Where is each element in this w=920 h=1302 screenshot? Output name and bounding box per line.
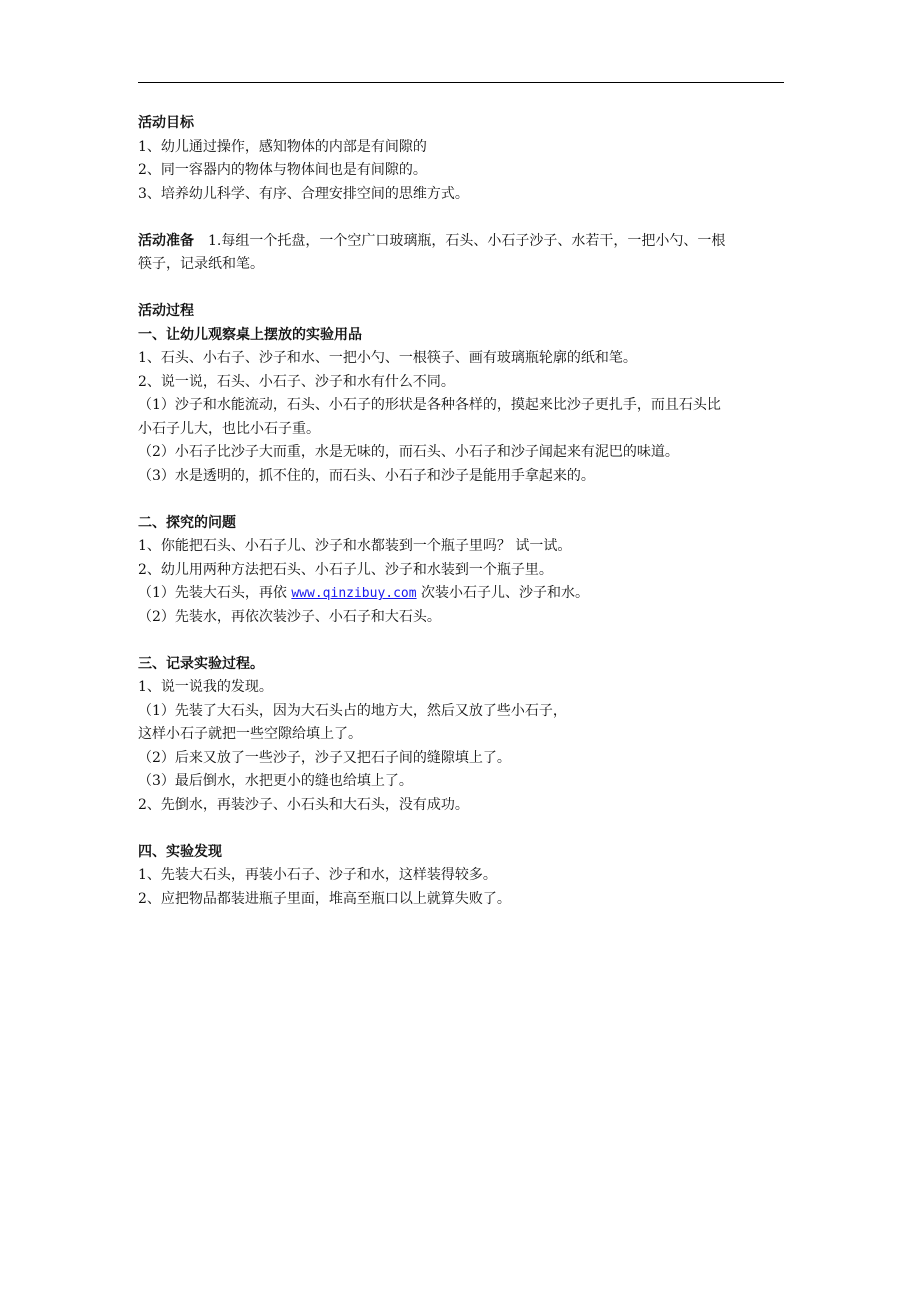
section3-line-4: （2）后来又放了一些沙子，沙子又把石子间的缝隙填上了。 [138, 749, 511, 766]
preparation-line-2: 筷子，记录纸和笔。 [138, 256, 264, 272]
section1-line-4: 小石子儿大，也比小石子重。 [138, 420, 320, 437]
goal-item-3: 3、培养幼儿科学、有序、合理安排空间的思维方式。 [138, 185, 469, 202]
section3-line-5: （3）最后倒水，水把更小的缝也给填上了。 [138, 773, 413, 789]
preparation-line-1 [138, 230, 788, 254]
spacer [138, 488, 788, 512]
spacer [138, 277, 788, 301]
preparation-heading: 活动准备 [138, 232, 194, 249]
section3-line-1: 1、说一说我的发现。 [138, 679, 273, 695]
section2-line-2: 2、幼儿用两种方法把石头、小石子儿、沙子和水装到一个瓶子里。 [138, 561, 553, 578]
section2-line-4: （2）先装水，再依次装沙子、小石子和大石头。 [138, 608, 441, 625]
section1-line-6: （3）水是透明的，抓不住的，而石头、小石子和沙子是能用手拿起来的。 [138, 467, 595, 484]
goal-item-1: 1、幼儿通过操作，感知物体的内部是有间隙的 [138, 138, 427, 155]
section3-title: 三、记录实验过程。 [138, 655, 264, 672]
goal-item-2: 2、同一容器内的物体与物体间也是有间隙的。 [138, 162, 427, 178]
section3-line-6: 2、先倒水，再装沙子、小石头和大石头，没有成功。 [138, 796, 469, 813]
spacer [138, 629, 788, 653]
section1-line-3: （1）沙子和水能流动，石头、小石子的形状是各种各样的，摸起来比沙子更扎手，而且石头比 [138, 397, 721, 413]
spacer [138, 817, 788, 841]
section4-title: 四、实验发现 [138, 843, 222, 860]
section3-line-3: 这样小石子就把一些空隙给填上了。 [138, 726, 362, 742]
section2-line-1: 1、你能把石头、小石子儿、沙子和水都装到一个瓶子里吗？ 试一试。 [138, 538, 572, 554]
header-rule [138, 82, 784, 83]
section2-line-3 [138, 582, 788, 606]
section3-line-2: （1）先装了大石头，因为大石头占的地方大，然后又放了些小石子， [138, 702, 567, 719]
section2-line-3-after: 次装小石子儿、沙子和水。 [416, 585, 590, 601]
section4-line-2: 2、应把物品都装进瓶子里面，堆高至瓶口以上就算失败了。 [138, 890, 511, 907]
document-body [138, 112, 788, 911]
section1-line-5: （2）小石子比沙子大而重，水是无味的，而石头、小石子和沙子闻起来有泥巴的味道。 [138, 444, 679, 460]
process-heading: 活动过程 [138, 303, 194, 319]
spacer [138, 206, 788, 230]
preparation-text-1: 1.每组一个托盘，一个空广口玻璃瓶，石头、小石子沙子、水若干，一把小勺、一根 [208, 232, 726, 249]
section1-title: 一、让幼儿观察桌上摆放的实验用品 [138, 326, 362, 343]
goals-heading: 活动目标 [138, 115, 194, 131]
section1-line-2: 2、说一说，石头、小石子、沙子和水有什么不同。 [138, 373, 455, 390]
section1-line-1: 1、石头、小右子、沙子和水、一把小勺、一根筷子、画有玻璃瓶轮廓的纸和笔。 [138, 350, 637, 366]
section2-title: 二、探究的问题 [138, 514, 236, 531]
section2-line-3-before: （1）先装大石头，再依 [138, 585, 292, 601]
qinzibuy-link[interactable]: www.qinzibuy.com [291, 586, 417, 601]
section4-line-1: 1、先装大石头，再装小石子、沙子和水，这样装得较多。 [138, 867, 497, 883]
